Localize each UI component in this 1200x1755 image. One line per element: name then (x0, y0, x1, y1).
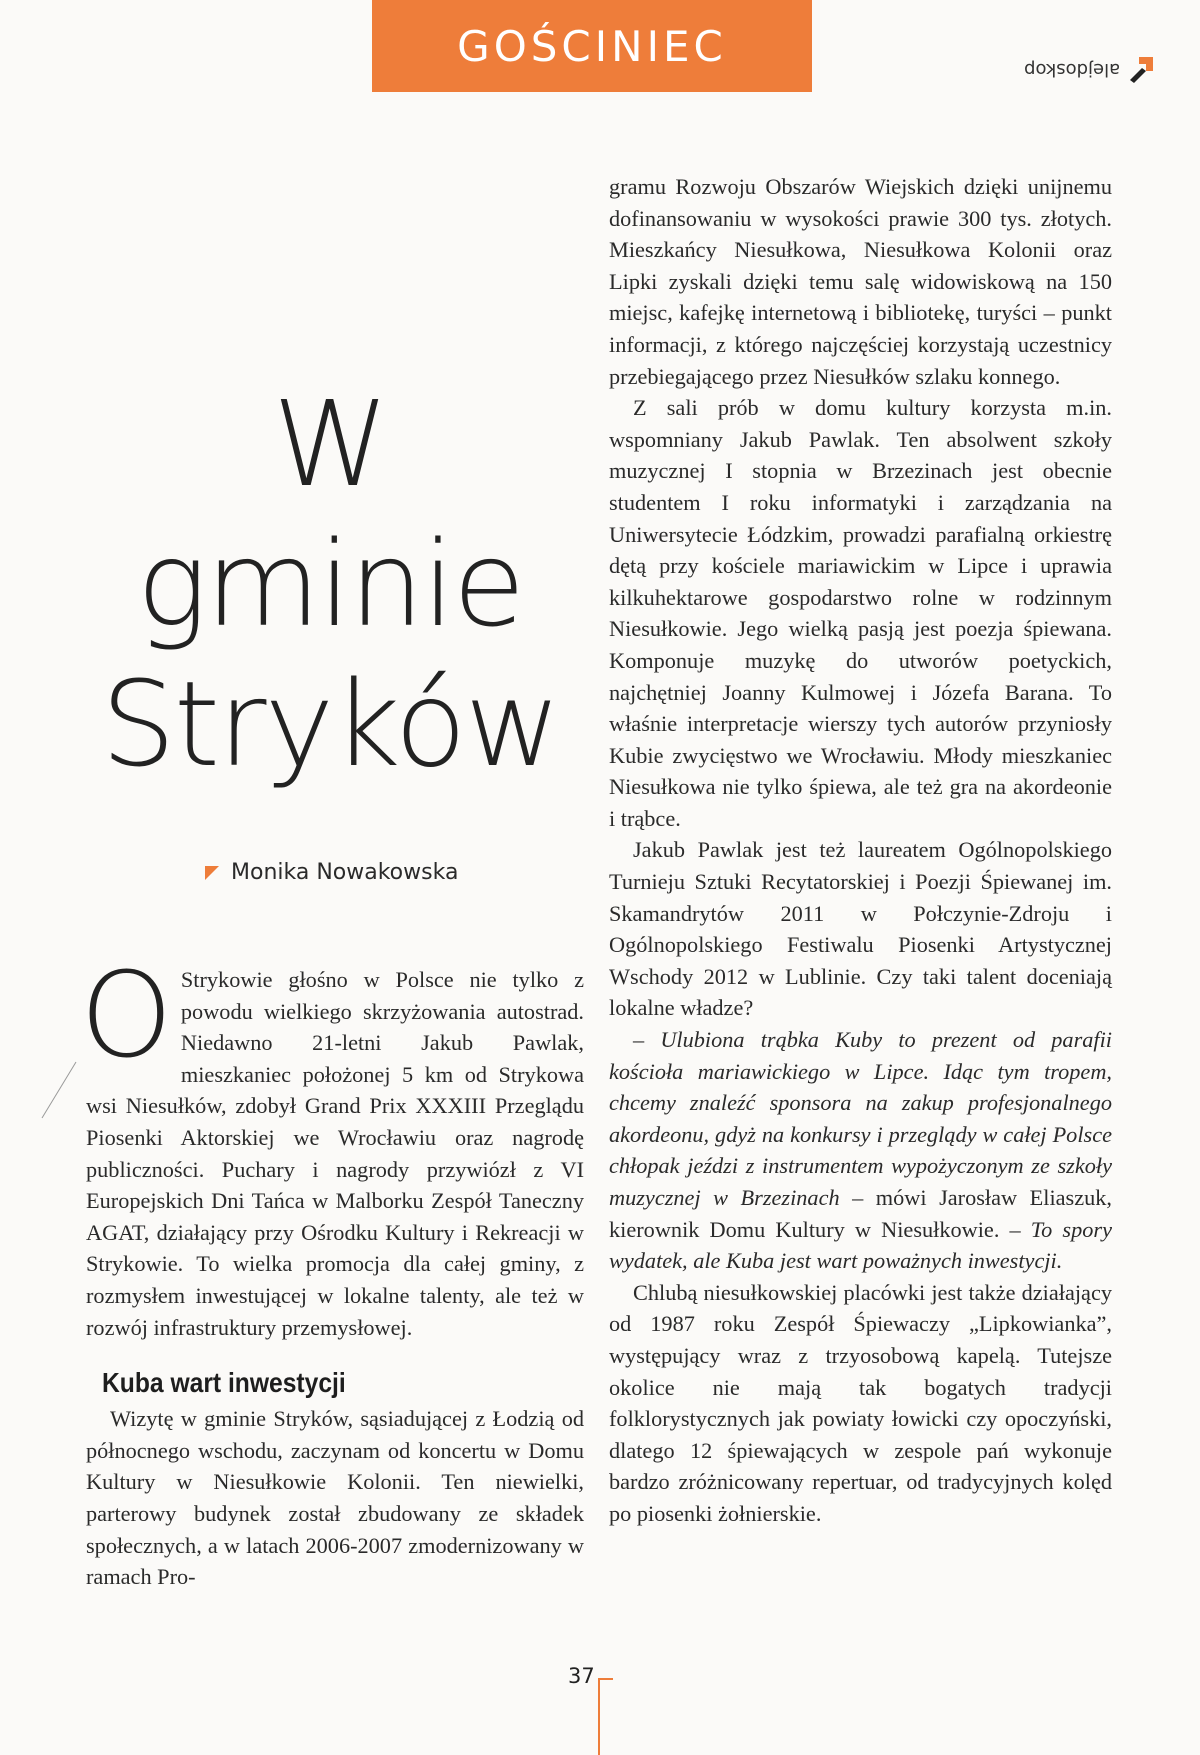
drop-cap: O (80, 946, 173, 1084)
article-title (70, 374, 590, 794)
body-paragraph: gramu Rozwoju Obszarów Wiejskich dzięki unijnemu dofinansowaniu w wysokości prawie 300 tys. złotych. Mieszkańcy Niesułkowa, Niesułkowa Kolonii oraz Lipki zyskali dzięki temu salę widowiskową na 150 miejsc, kafejkę internetową i bibliotekę, turyści – punkt informacji, z którego najczęściej korzystają uczestnicy przebiegającego przez Niesułków szlaku konnego. (609, 174, 1112, 389)
article-column-right (609, 171, 1112, 1530)
title-line-2: gminie (136, 515, 524, 654)
body-paragraph: Jakub Pawlak jest też laureatem Ogólnopolskiego Turnieju Sztuki Recytatorskiej i Poezji Śpiewanej im. Skamandrytów 2011 w Połczynie-Zdroju i Ogólnopolskiego Festiwalu Piosenki Artystycznej Wschody 2012 w Lublinie. Czy taki talent doceniają lokalne władze? (609, 837, 1112, 1021)
body-paragraph: Z sali prób w domu kultury korzysta m.in. wspomniany Jakub Pawlak. Ten absolwent szkoły muzycznej I stopnia w Brzezinach jest obecnie studentem I roku informatyki i zarządzania na Uniwersytecie Łódzkim, prowadzi parafialną orkiestrę dętą przy kościele mariawickim w Lipce i uprawia kilkuhektarowe gospodarstwo rolne w rodzinnym Niesułkowie. Jego wielką pasją jest poezja śpiewana. Komponuje muzykę do utworów poetyckich, najchętniej Joanny Kulmowej i Józefa Barana. To właśnie interpretacje wierszy tych autorów przyniosły Kubie zwycięstwo we Wrocławiu. Młody mieszkaniec Niesułkowa nie tylko śpiewa, ale też gra na akordeonie i trąbce. (609, 395, 1112, 831)
arrow-logo-icon (1126, 54, 1156, 84)
article-column-left (80, 946, 584, 1593)
quote-text: – Ulubiona trąbka Kuby to prezent od parafii kościoła mariawickiego w Lipce. Idąc tym tropem, chcemy znaleźć sponsora na zakup profesjonalnego akordeonu, gdyż na konkursy i przeglądy w całej Polsce chłopak jeździ z instrumentem wypożyczonym ze szkoły muzycznej w Brzezinach (609, 1027, 1112, 1210)
title-line-1: W (272, 375, 388, 514)
lead-text: Strykowie głośno w Polsce nie tylko z powodu wielkiego skrzyżowania autostrad. Niedawno 21-letni Jakub Pawlak, mieszkaniec położonej 5 km od Strykowa wsi Niesułków, zdobył Grand Prix XXXIII Przeglądu Piosenki Aktorskiej we Wrocławiu oraz nagrodę publiczności. Puchary i nagrody przywiózł z VI Europejskich Dni Tańca w Malborku Zespół Taneczny AGAT, działający przy Ośrodku Kultury i Rekreacji w Strykowie. To wielka promocja dla całej gminy, z rozmysłem inwestującej w lokalne talenty, ale też w rozwój infrastruktury przemysłowej. (86, 967, 584, 1340)
body-paragraph: Chlubą niesułkowskiej placówki jest także działający od 1987 roku Zespół Śpiewaczy „Lipkowianka”, występujący wraz z trzyosobową kapelą. Tutejsze okolice nie mają tak bogatych tradycji folklorystycznych jak powiaty łowicki czy opoczyński, dlatego 12 śpiewających w zespole pań wykonuje bardzo zróżnicowany repertuar, od tradycyjnych kolęd po piosenki żołnierskie. (609, 1279, 1112, 1526)
subheading: Kuba wart inwestycji (102, 1367, 346, 1399)
section-label: GOŚCINIEC (457, 21, 727, 71)
brand-name: alejdoskop (1023, 58, 1120, 80)
byline (205, 860, 458, 885)
page-corner-mark (598, 1678, 614, 1755)
page-number: 37 (568, 1664, 595, 1688)
quote-attribution: – mówi Jarosław Eliaszuk, kierownik Domu Kultury w Niesułkowie. (609, 1185, 1112, 1242)
brand-logo (1024, 54, 1156, 84)
title-line-3: Stryków (100, 655, 560, 794)
author-name: Monika Nowakowska (231, 860, 459, 885)
quote-paragraph (609, 1024, 1112, 1277)
section-tab (372, 0, 812, 92)
lead-paragraph (80, 946, 584, 1343)
body-paragraph: Wizytę w gminie Stryków, sąsiadującej z Łodzią od północnego wschodu, zaczynam od koncertu w Domu Kultury w Niesułkowie Kolonii. Ten niewielki, parterowy budynek został zbudowany ze składek społecznych, a w latach 2006-2007 zmodernizowany w ramach Pro- (86, 1406, 584, 1590)
margin-scratch (38, 1060, 78, 1120)
quote-text-2: – To spory wydatek, ale Kuba jest wart poważnych inwestycji. (609, 1216, 1112, 1274)
triangle-marker-icon (205, 866, 219, 880)
